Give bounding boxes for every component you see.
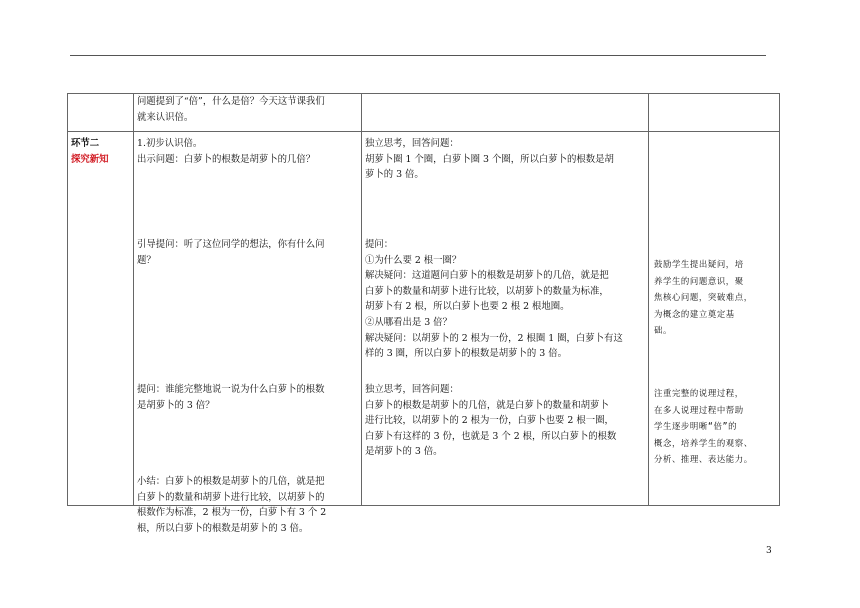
teacher-block-3: 提问：谁能完整地说一说为什么白萝卜的根数 是胡萝卜的 3 倍？ <box>137 384 325 411</box>
stage-subtitle: 探究新知 <box>71 153 109 165</box>
page-number: 3 <box>766 546 772 556</box>
student-activity-cell <box>362 94 649 132</box>
student-block-3: 独立思考，回答问题： 白萝卜的根数是胡萝卜的几倍，就是白萝卜的数量和胡萝卜 进行比较，以胡萝卜的 2 根为一份，白萝卜也要 2 根一圈， 白萝卜有这样的 3 份，也就是 3 个 2 根，所以白萝卜的根数 是胡萝卜的 3 倍。 <box>365 384 617 458</box>
student-activity-cell <box>362 132 649 506</box>
lesson-plan-table <box>67 93 780 534</box>
teacher-block-1: 1.初步认识倍。 出示问题：白萝卜的根数是胡萝卜的几倍？ <box>137 138 316 165</box>
teacher-block-2: 引导提问：听了这位同学的想法，你有什么问 题？ <box>137 239 325 266</box>
teacher-block-4: 小结：白萝卜的根数是胡萝卜的几倍，就是把 白萝卜的数量和胡萝卜进行比较，以胡萝卜的 根数作为标准，2 根为一份，白萝卜有 3 个 2 根，所以白萝卜的根数是胡萝卜的 3 倍。 <box>137 476 327 534</box>
teacher-activity-cell <box>134 132 362 534</box>
header-rule <box>70 55 766 56</box>
design-intent-cell <box>649 94 780 132</box>
teacher-intro-text: 问题提到了“倍”，什么是倍？今天这节课我们 就来认识倍。 <box>137 96 325 123</box>
design-intent-cell <box>649 132 780 506</box>
stage-cell <box>68 132 134 506</box>
intent-block-1: 鼓励学生提出疑问，培 养学生的问题意识，聚 焦核心问题，突破难点， 为概念的建立奠定基 础。 <box>654 259 753 335</box>
intent-block-2: 注重完整的说理过程， 在多人说理过程中帮助 学生逐步明晰“倍”的 概念，培养学生的观察、 分析、推理、表达能力。 <box>654 388 753 464</box>
student-block-1: 独立思考，回答问题： 胡萝卜圈 1 个圈，白萝卜圈 3 个圈，所以白萝卜的根数是胡 萝卜的 3 倍。 <box>365 138 614 181</box>
table-row-intro <box>68 94 780 132</box>
stage-title: 环节二 <box>71 138 100 149</box>
teacher-activity-cell <box>134 94 362 132</box>
stage-cell-empty <box>68 94 134 132</box>
student-block-2: 提问： ①为什么要 2 根一圈？ 解决疑问：这道题问白萝卜的根数是胡萝卜的几倍，就是把 白萝卜的数量和胡萝卜进行比较，以胡萝卜的数量为标准， 胡萝卜有 2 根，所以白萝卜也要 2 根 2 根地圈。 ②从哪看出是 3 倍？ 解决疑问：以胡萝卜的 2 根为一份，2 根圈 1 圈，白萝卜有这 样的 3 圈，所以白萝卜的根数是胡萝卜的 3 倍。 <box>365 239 623 360</box>
table-row-explore <box>68 132 780 506</box>
